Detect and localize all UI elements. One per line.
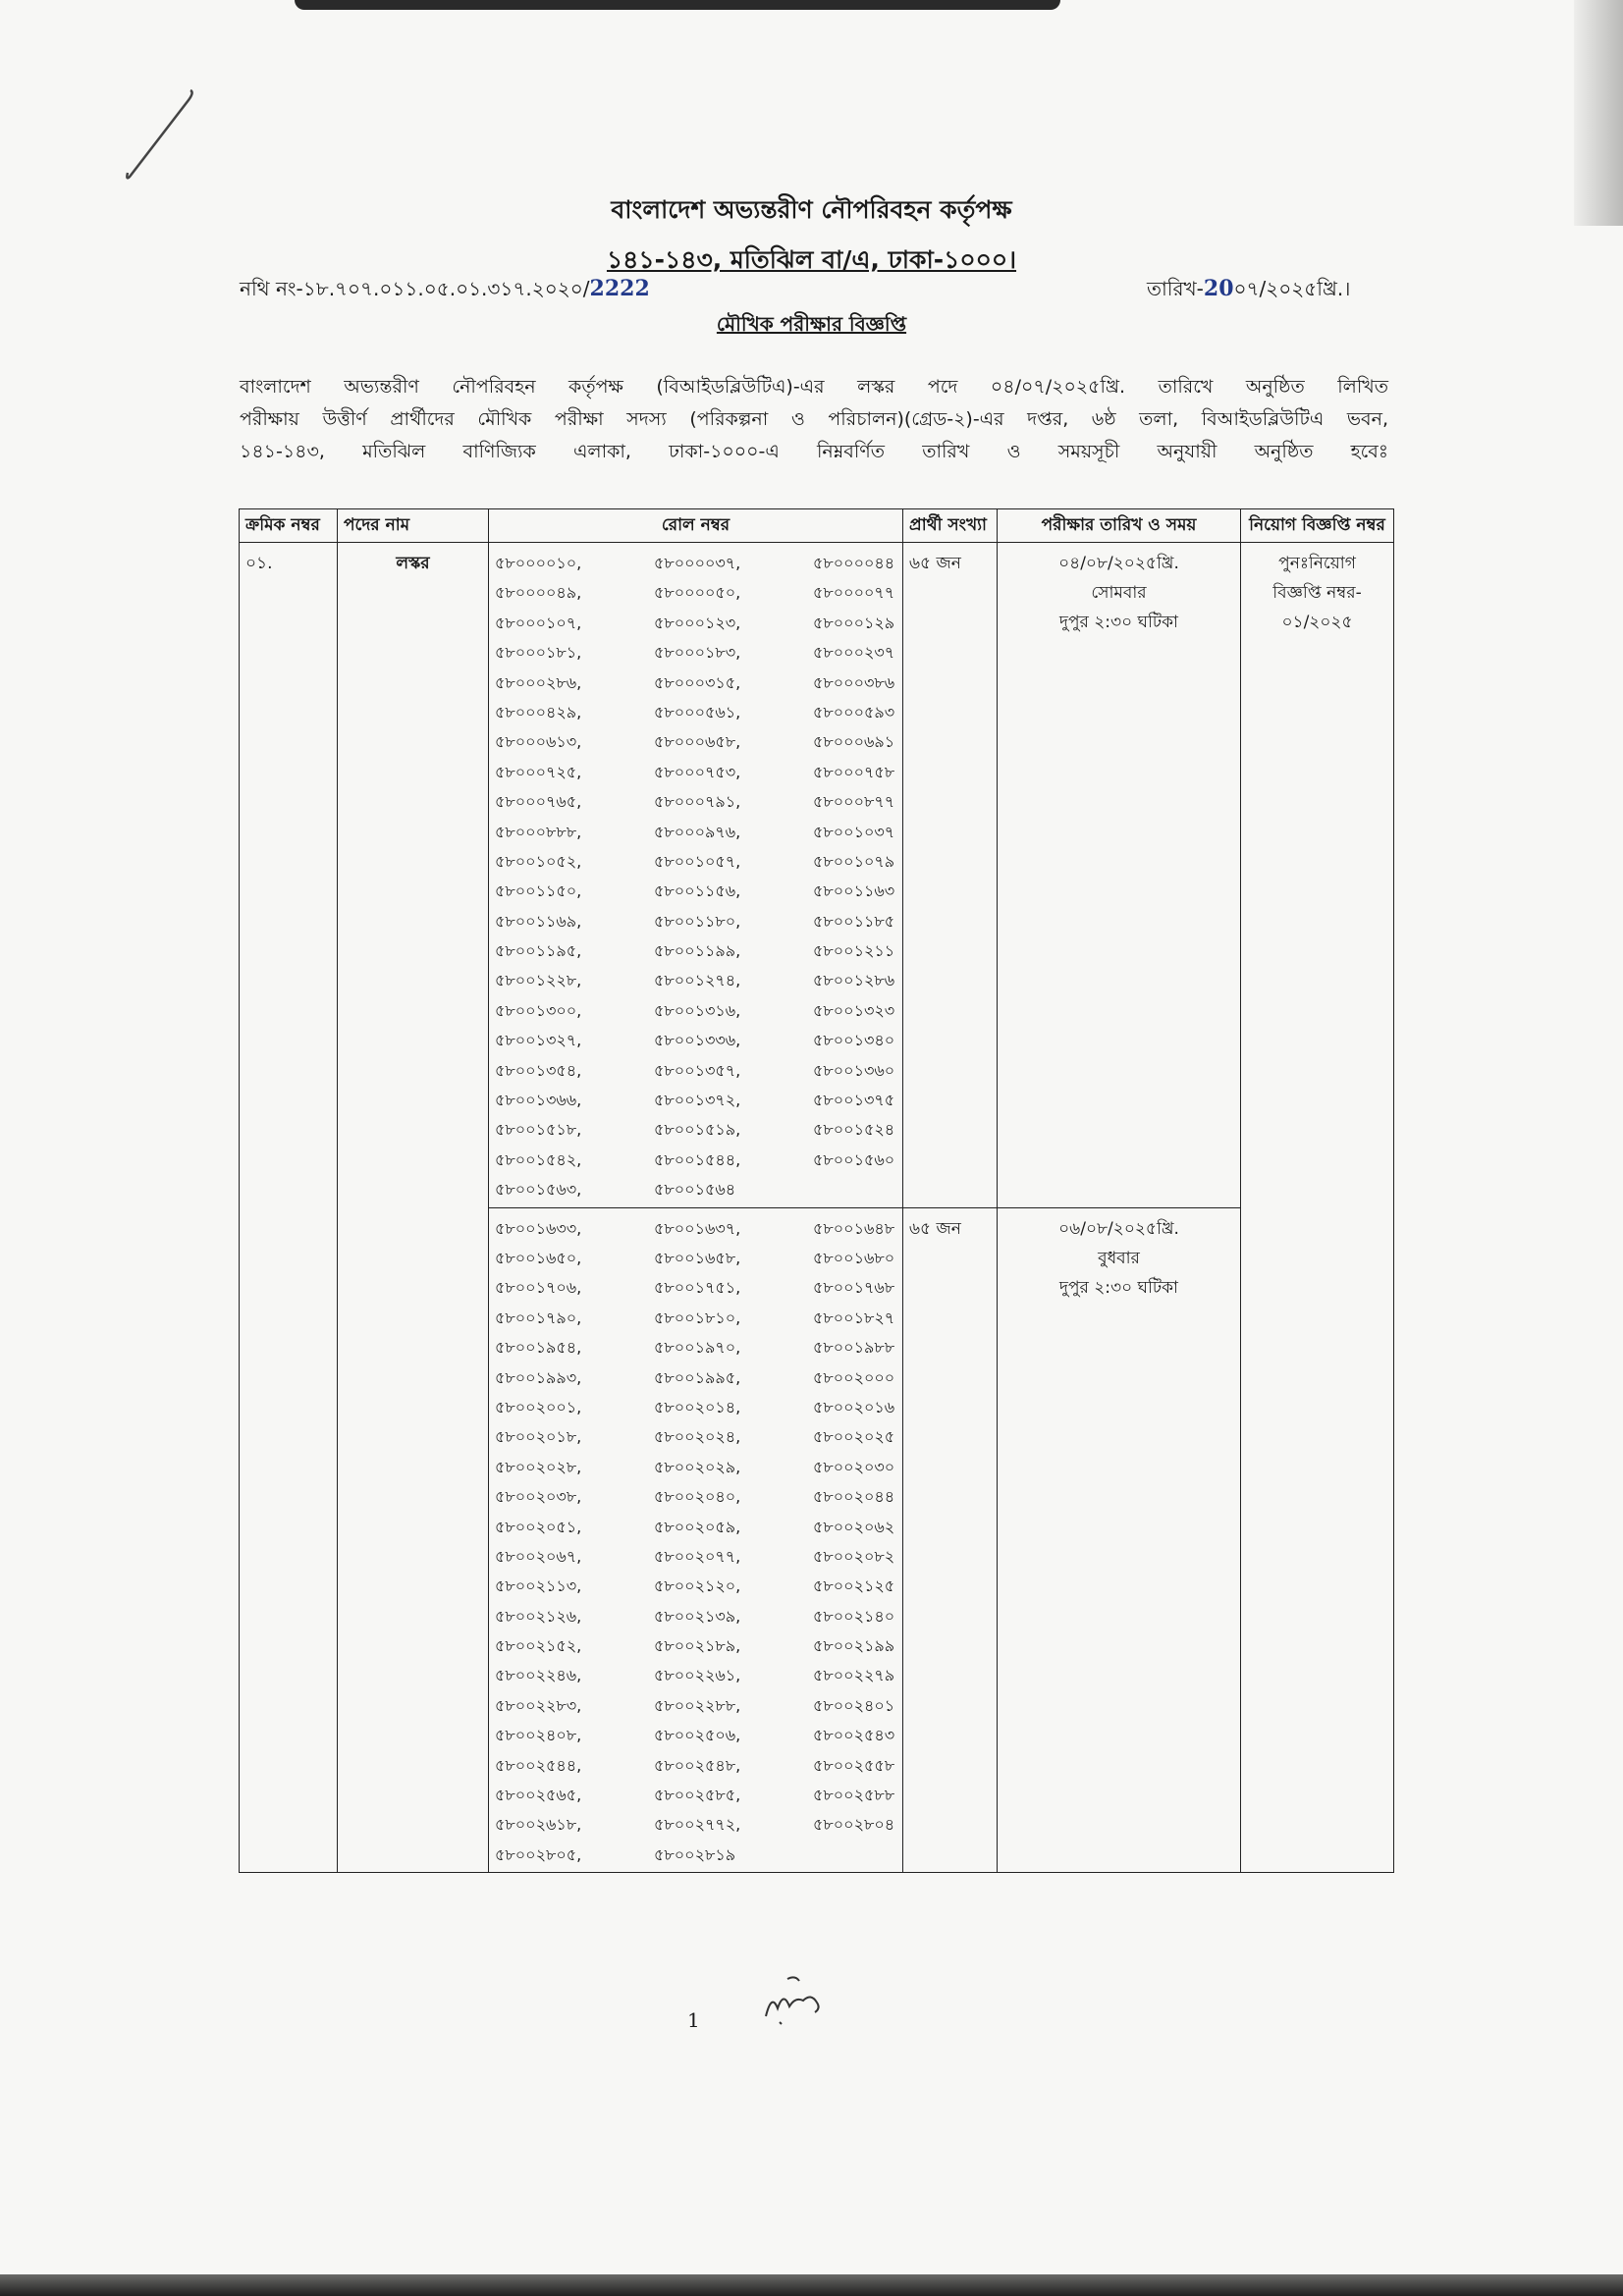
roll-row bbox=[495, 727, 896, 757]
roll-row bbox=[495, 1721, 896, 1750]
roll-row bbox=[495, 698, 896, 727]
roll-number: ৫৮০০১৫২৪ bbox=[813, 1120, 895, 1140]
roll-number: ৫৮০০১৫১৮, bbox=[495, 1120, 582, 1140]
roll-number: ৫৮০০১৯৯৫, bbox=[654, 1367, 741, 1387]
roll-number: ৫৮০০১৫৬০ bbox=[813, 1149, 895, 1169]
serial-cell: ০১. bbox=[240, 543, 338, 1873]
roll-number: ৫৮০০২২৮৮, bbox=[654, 1695, 741, 1715]
roll-number: ৫৮০০২৫৫৮ bbox=[813, 1755, 895, 1775]
roll-number: ৫৮০০১৯৮৮ bbox=[813, 1338, 895, 1358]
roll-number: ৫৮০০১১৫৬, bbox=[654, 881, 741, 901]
roll-number: ৫৮০০২৫৬৫, bbox=[495, 1786, 582, 1805]
roll-number: ৫৮০০০৩১৫, bbox=[654, 672, 741, 692]
roll-number: ৫৮০০১৩২৩ bbox=[813, 1000, 895, 1020]
roll-number: ৫৮০০২৪০১ bbox=[813, 1695, 895, 1715]
roll-number: ৫৮০০২২৮৩, bbox=[495, 1695, 582, 1715]
roll-number: ৫৮০০১১৬৩ bbox=[813, 881, 895, 901]
roll-number: ৫৮০০১০৫৭, bbox=[654, 851, 741, 871]
roll-number: ৫৮০০২০৬২ bbox=[813, 1517, 895, 1536]
roll-number: ৫৮০০০৮৭৭ bbox=[813, 792, 895, 812]
header-roll: রোল নম্বর bbox=[489, 509, 903, 543]
header-serial: ক্রমিক নম্বর bbox=[240, 509, 338, 543]
roll-number: ৫৮০০১০৫২, bbox=[495, 851, 582, 871]
roll-number: ৫৮০০০৭৬৫, bbox=[495, 792, 582, 812]
roll-number: ৫৮০০০০৪৪ bbox=[813, 554, 895, 572]
roll-number: ৫৮০০১৬৩৩, bbox=[495, 1218, 582, 1238]
count-cell-group-2: ৬৫ জন bbox=[903, 1207, 998, 1873]
roll-number: ৫৮০০১৯৭০, bbox=[654, 1338, 741, 1358]
roll-row bbox=[495, 1482, 896, 1512]
roll-number: ৫৮০০১২১১ bbox=[813, 941, 895, 961]
roll-number: ৫৮০০২৫৪৩ bbox=[813, 1726, 895, 1745]
roll-number: ৫৮০০২২৪৬, bbox=[495, 1666, 582, 1685]
roll-number: ৫৮০০২০৫১, bbox=[495, 1517, 582, 1536]
roll-number: ৫৮০০০৫৯৩ bbox=[813, 702, 895, 721]
roll-number: ৫৮০০২১২৬, bbox=[495, 1606, 582, 1626]
roll-number: ৫৮০০২০০১, bbox=[495, 1397, 582, 1416]
roll-row bbox=[495, 1146, 896, 1175]
roll-number: ৫৮০০০৯৭৬, bbox=[654, 822, 741, 841]
roll-number: ৫৮০০১৩৭৫ bbox=[813, 1091, 895, 1110]
roll-number: ৫৮০০১৬৮০ bbox=[813, 1248, 895, 1267]
roll-number: ৫৮০০০৭২৫, bbox=[495, 762, 582, 781]
roll-row bbox=[495, 907, 896, 936]
roll-number: ৫৮০০২৮০৪ bbox=[813, 1815, 895, 1835]
roll-number: ৫৮০০০৬৫৮, bbox=[654, 732, 741, 752]
pen-stroke-mark bbox=[122, 86, 205, 185]
roll-number: ৫৮০০১১৯৯, bbox=[654, 941, 741, 961]
roll-number: ৫৮০০১৩৬৬, bbox=[495, 1091, 582, 1110]
roll-number: ৫৮০০২১২৫ bbox=[813, 1576, 895, 1596]
roll-number: ৫৮০০১৬৫০, bbox=[495, 1248, 582, 1267]
roll-number: ৫৮০০২৭৭২, bbox=[654, 1815, 741, 1835]
roll-number: ৫৮০০০৬৯১ bbox=[813, 732, 895, 752]
roll-number: ৫৮০০১৯৫৪, bbox=[495, 1338, 582, 1358]
roll-number: ৫৮০০২০২৪, bbox=[654, 1427, 741, 1447]
roll-row bbox=[495, 1273, 896, 1303]
roll-number: ৫৮০০২৮০৫, bbox=[495, 1844, 582, 1864]
header-post: পদের নাম bbox=[338, 509, 489, 543]
roll-row bbox=[495, 1542, 896, 1572]
roll-number: ৫৮০০১৩৬০ bbox=[813, 1060, 895, 1080]
roll-number: ৫৮০০২০১৬ bbox=[813, 1397, 895, 1416]
roll-number: ৫৮০০১৩৫৭, bbox=[654, 1060, 741, 1080]
roll-number: ৫৮০০১৫১৯, bbox=[654, 1120, 741, 1140]
file-number bbox=[240, 275, 650, 307]
roll-number: ৫৮০০২০৭৭, bbox=[654, 1546, 741, 1566]
roll-number: ৫৮০০০৪২৯, bbox=[495, 702, 582, 721]
roll-number: ৫৮০০০৩৮৬ bbox=[813, 672, 895, 692]
roll-number: ৫৮০০২০০০ bbox=[813, 1367, 895, 1387]
roll-number: ৫৮০০০১০৭, bbox=[495, 613, 582, 632]
roll-number: ৫৮০০২৫০৬, bbox=[654, 1726, 741, 1745]
roll-row bbox=[495, 1781, 896, 1810]
roll-number: ৫৮০০২১২০, bbox=[654, 1576, 741, 1596]
roll-number: ৫৮০০০৬১৩, bbox=[495, 732, 582, 752]
roll-row bbox=[495, 1513, 896, 1542]
roll-row bbox=[495, 1304, 896, 1333]
roll-number: ৫৮০০২১৫২, bbox=[495, 1636, 582, 1656]
roll-number: ৫৮০০২৮১৯ bbox=[654, 1844, 736, 1864]
exam-date: ০৬/০৮/২০২৫খ্রি. bbox=[1058, 1218, 1179, 1239]
roll-number: ৫৮০০১৩০০, bbox=[495, 1000, 582, 1020]
roll-number: ৫৮০০০০১০, bbox=[495, 554, 582, 572]
roll-row bbox=[495, 1841, 896, 1870]
roll-number: ৫৮০০০২৩৭ bbox=[813, 643, 895, 663]
roll-number: ৫৮০০০২৮৬, bbox=[495, 672, 582, 692]
intro-line: পরীক্ষায় উত্তীর্ণ প্রার্থীদের মৌখিক পরীক্ষা সদস্য (পরিকল্পনা ও পরিচালন)(গ্রেড-২)-এর দপ্তর, ৬ষ্ঠ তলা, বিআইডব্লিউটিএ ভবন, bbox=[240, 408, 1388, 430]
exam-date: ০৪/০৮/২০২৫খ্রি. bbox=[1058, 554, 1179, 573]
roll-number: ৫৮০০১৮২৭ bbox=[813, 1308, 895, 1327]
exam-day: সোমবার bbox=[1091, 583, 1147, 603]
roll-number: ৫৮০০১৫৪২, bbox=[495, 1149, 582, 1169]
circular-line: বিজ্ঞপ্তি নম্বর- bbox=[1272, 583, 1362, 603]
roll-number: ৫৮০০১২৭৪, bbox=[654, 971, 741, 990]
date-handwritten: 20 bbox=[1203, 276, 1234, 301]
roll-row bbox=[495, 668, 896, 698]
roll-row bbox=[495, 609, 896, 638]
roll-number: ৫৮০০১৯৯৩, bbox=[495, 1367, 582, 1387]
roll-number: ৫৮০০১১৫০, bbox=[495, 881, 582, 901]
exam-time: দুপুর ২:৩০ ঘটিকা bbox=[1059, 1277, 1178, 1298]
roll-row bbox=[495, 549, 896, 578]
document-date bbox=[1147, 275, 1350, 307]
roll-number: ৫৮০০০০৫০, bbox=[654, 583, 741, 603]
roll-number: ৫৮০০১১৮৫ bbox=[813, 911, 895, 931]
roll-number: ৫৮০০১৩৭২, bbox=[654, 1091, 741, 1110]
roll-number: ৫৮০০০৮৮৮, bbox=[495, 822, 582, 841]
roll-row bbox=[495, 1810, 896, 1840]
file-number-handwritten: 2222 bbox=[589, 276, 650, 301]
roll-row bbox=[495, 758, 896, 787]
count-cell-group-1: ৬৫ জন bbox=[903, 543, 998, 1208]
roll-number: ৫৮০০১৮১০, bbox=[654, 1308, 741, 1327]
roll-row bbox=[495, 818, 896, 847]
roll-number: ৫৮০০২৬১৮, bbox=[495, 1815, 582, 1835]
roll-row bbox=[495, 1691, 896, 1721]
roll-cell-group-1 bbox=[489, 543, 903, 1208]
circular-line: ০১/২০২৫ bbox=[1281, 613, 1353, 632]
intro-paragraph bbox=[240, 371, 1388, 468]
roll-number: ৫৮০০০১২৩, bbox=[654, 613, 741, 632]
circular-cell bbox=[1241, 543, 1394, 1873]
roll-row bbox=[495, 787, 896, 817]
roll-number: ৫৮০০২০২৮, bbox=[495, 1457, 582, 1476]
roll-row bbox=[495, 1631, 896, 1661]
roll-number: ৫৮০০০৭৫৮ bbox=[813, 762, 895, 781]
roll-row bbox=[495, 1115, 896, 1145]
scan-shadow-top bbox=[295, 0, 1060, 10]
roll-number: ৫৮০০২০৪০, bbox=[654, 1487, 741, 1507]
roll-number: ৫৮০০২০১৮, bbox=[495, 1427, 582, 1447]
roll-number: ৫৮০০০১৮৩, bbox=[654, 643, 741, 663]
roll-number: ৫৮০০১৩৩৬, bbox=[654, 1031, 741, 1050]
roll-row bbox=[495, 638, 896, 667]
roll-cell-group-2 bbox=[489, 1207, 903, 1873]
roll-row bbox=[495, 1175, 896, 1204]
date-prefix: তারিখ- bbox=[1147, 277, 1204, 300]
roll-number: ৫৮০০২০৩৮, bbox=[495, 1487, 582, 1507]
roll-row bbox=[495, 1214, 896, 1244]
roll-row bbox=[495, 996, 896, 1026]
exam-day: বুধবার bbox=[1098, 1248, 1140, 1268]
roll-number: ৫৮০০২০৬৭, bbox=[495, 1546, 582, 1566]
roll-number: ৫৮০০২১১৩, bbox=[495, 1576, 582, 1596]
roll-number: ৫৮০০১৭৬৮ bbox=[813, 1278, 895, 1298]
roll-row bbox=[495, 1333, 896, 1362]
roll-number: ৫৮০০২০৩০ bbox=[813, 1457, 895, 1476]
roll-number: ৫৮০০২৫৮৫, bbox=[654, 1786, 741, 1805]
roll-number: ৫৮০০১৬৩৭, bbox=[654, 1218, 741, 1238]
roll-row bbox=[495, 966, 896, 995]
roll-row bbox=[495, 847, 896, 877]
page-number: 1 bbox=[687, 2008, 700, 2032]
roll-row bbox=[495, 1751, 896, 1781]
roll-number: ৫৮০০১৭০৬, bbox=[495, 1278, 582, 1298]
table-row bbox=[240, 543, 1394, 1208]
roll-number: ৫৮০০১১৮০, bbox=[654, 911, 741, 931]
roll-row bbox=[495, 1661, 896, 1690]
roll-number: ৫৮০০১৫৬৪ bbox=[654, 1180, 736, 1200]
roll-number: ৫৮০০১১৬৯, bbox=[495, 911, 582, 931]
roll-number: ৫৮০০১৩২৭, bbox=[495, 1031, 582, 1050]
header-exam-date: পরীক্ষার তারিখ ও সময় bbox=[998, 509, 1241, 543]
intro-line: বাংলাদেশ অভ্যন্তরীণ নৌপরিবহন কর্তৃপক্ষ (বিআইডব্লিউটিএ)-এর লস্কর পদে ০৪/০৭/২০২৫খ্রি. তারিখে অনুষ্ঠিত লিখিত bbox=[240, 376, 1388, 398]
roll-number: ৫৮০০১১৯৫, bbox=[495, 941, 582, 961]
scan-shadow-bottom bbox=[0, 2274, 1623, 2296]
roll-number: ৫৮০০১২৮৬ bbox=[813, 971, 895, 990]
initial-signature bbox=[727, 1973, 835, 2032]
table-header-row bbox=[240, 509, 1394, 543]
roll-number: ৫৮০০২০১৪, bbox=[654, 1397, 741, 1416]
roll-number: ৫৮০০০০৪৯, bbox=[495, 583, 582, 603]
roll-number: ৫৮০০১৬৫৮, bbox=[654, 1248, 741, 1267]
roll-row bbox=[495, 1026, 896, 1055]
notice-title: মৌখিক পরীক্ষার বিজ্ঞপ্তি bbox=[716, 312, 907, 336]
roll-number: ৫৮০০১২২৮, bbox=[495, 971, 582, 990]
roll-number: ৫৮০০১৭৫১, bbox=[654, 1278, 741, 1298]
roll-number: ৫৮০০০১৮১, bbox=[495, 643, 582, 663]
organization-address: ১৪১-১৪৩, মতিঝিল বা/এ, ঢাকা-১০০০। bbox=[606, 245, 1017, 274]
schedule-cell-group-1 bbox=[998, 543, 1241, 1208]
roll-number: ৫৮০০১৫৬৩, bbox=[495, 1180, 582, 1200]
roll-number: ৫৮০০০১২৯ bbox=[813, 613, 895, 632]
roll-row bbox=[495, 1056, 896, 1086]
roll-list bbox=[489, 543, 902, 1207]
roll-number: ৫৮০০১৭৯০, bbox=[495, 1308, 582, 1327]
roll-number: ৫৮০০২৫৮৮ bbox=[813, 1786, 895, 1805]
circular-line: পুনঃনিয়োগ bbox=[1278, 554, 1356, 573]
roll-row bbox=[495, 1572, 896, 1601]
intro-line: ১৪১-১৪৩, মতিঝিল বাণিজ্যিক এলাকা, ঢাকা-১০০০-এ নিম্নবর্ণিত তারিখ ও সময়সূচী অনুযায়ী অনুষ্ঠিত হবেঃ bbox=[240, 441, 1388, 462]
roll-number: ৫৮০০১০৩৭ bbox=[813, 822, 895, 841]
roll-row bbox=[495, 1393, 896, 1422]
document-header bbox=[0, 190, 1623, 283]
roll-number: ৫৮০০২১৪০ bbox=[813, 1606, 895, 1626]
roll-number: ৫৮০০২১৮৯, bbox=[654, 1636, 741, 1656]
roll-row bbox=[495, 1453, 896, 1482]
roll-number: ৫৮০০১০৭৯ bbox=[813, 851, 895, 871]
roll-number: ৫৮০০২০৫৯, bbox=[654, 1517, 741, 1536]
schedule-table bbox=[239, 508, 1394, 1873]
roll-number: ৫৮০০২০৪৪ bbox=[813, 1487, 895, 1507]
roll-number: ৫৮০০১৫৪৪, bbox=[654, 1149, 741, 1169]
roll-row bbox=[495, 877, 896, 906]
roll-number: ৫৮০০০০৩৭, bbox=[654, 554, 741, 572]
roll-row bbox=[495, 936, 896, 966]
roll-list bbox=[489, 1208, 902, 1873]
roll-number bbox=[813, 1841, 896, 1870]
file-number-prefix: নথি নং-১৮.৭০৭.০১১.০৫.০১.৩১৭.২০২০/ bbox=[240, 277, 590, 300]
organization-name: বাংলাদেশ অভ্যন্তরীণ নৌপরিবহন কর্তৃপক্ষ bbox=[611, 195, 1012, 224]
header-count: প্রার্থী সংখ্যা bbox=[903, 509, 998, 543]
roll-row bbox=[495, 1363, 896, 1393]
roll-number: ৫৮০০২২৭৯ bbox=[813, 1666, 895, 1685]
roll-number bbox=[813, 1175, 896, 1204]
header-circular: নিয়োগ বিজ্ঞপ্তি নম্বর bbox=[1241, 509, 1394, 543]
roll-row bbox=[495, 578, 896, 608]
post-cell: লস্কর bbox=[338, 543, 489, 1873]
roll-number: ৫৮০০০০৭৭ bbox=[813, 583, 895, 603]
roll-number: ৫৮০০২৫৪৮, bbox=[654, 1755, 741, 1775]
roll-number: ৫৮০০২১৯৯ bbox=[813, 1636, 895, 1656]
roll-row bbox=[495, 1086, 896, 1115]
roll-number: ৫৮০০২৫৪৪, bbox=[495, 1755, 582, 1775]
roll-number: ৫৮০০২০২৯, bbox=[654, 1457, 741, 1476]
roll-number: ৫৮০০২৪০৮, bbox=[495, 1726, 582, 1745]
roll-number: ৫৮০০০৭৯১, bbox=[654, 792, 741, 812]
roll-row bbox=[495, 1422, 896, 1452]
roll-number: ৫৮০০২১৩৯, bbox=[654, 1606, 741, 1626]
roll-row bbox=[495, 1602, 896, 1631]
roll-number: ৫৮০০০৫৬১, bbox=[654, 702, 741, 721]
roll-number: ৫৮০০১৩৪০ bbox=[813, 1031, 895, 1050]
date-suffix: ০৭/২০২৫খ্রি.। bbox=[1233, 277, 1351, 300]
exam-time: দুপুর ২:৩০ ঘটিকা bbox=[1059, 613, 1178, 632]
roll-number: ৫৮০০১৩৫৪, bbox=[495, 1060, 582, 1080]
roll-number: ৫৮০০২২৬১, bbox=[654, 1666, 741, 1685]
roll-number: ৫৮০০২০২৫ bbox=[813, 1427, 895, 1447]
roll-row bbox=[495, 1244, 896, 1273]
roll-number: ৫৮০০২০৮২ bbox=[813, 1546, 895, 1566]
roll-number: ৫৮০০১৬৪৮ bbox=[813, 1218, 895, 1238]
roll-number: ৫৮০০০৭৫৩, bbox=[654, 762, 741, 781]
roll-number: ৫৮০০১৩১৬, bbox=[654, 1000, 741, 1020]
schedule-cell-group-2 bbox=[998, 1207, 1241, 1873]
